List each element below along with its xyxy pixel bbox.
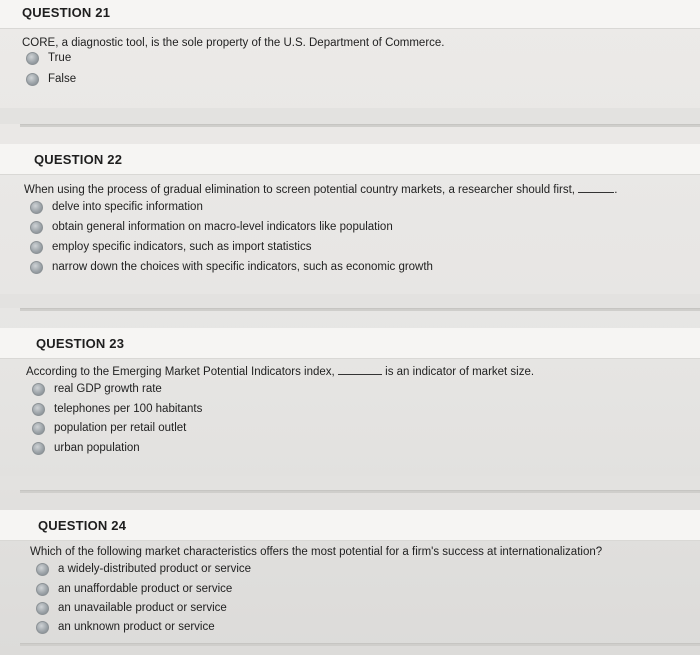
option-label: an unavailable product or service bbox=[58, 602, 227, 614]
radio-button[interactable] bbox=[36, 583, 49, 596]
question-22-option-3[interactable] bbox=[30, 238, 311, 256]
question-22-option-2[interactable] bbox=[30, 218, 393, 236]
question-23-option-4[interactable] bbox=[32, 439, 140, 457]
question-23-option-3[interactable] bbox=[32, 419, 186, 437]
option-label: True bbox=[48, 52, 72, 64]
radio-button[interactable] bbox=[26, 52, 39, 65]
option-label: urban population bbox=[54, 442, 140, 454]
spacer-band bbox=[0, 294, 700, 308]
question-21-title: QUESTION 21 bbox=[22, 5, 111, 20]
question-23-text-after: is an indicator of market size. bbox=[385, 366, 535, 378]
radio-button[interactable] bbox=[36, 602, 49, 615]
radio-button[interactable] bbox=[26, 73, 39, 86]
answer-blank bbox=[338, 373, 382, 375]
radio-button[interactable] bbox=[36, 563, 49, 576]
question-23-text bbox=[26, 366, 534, 378]
option-label: delve into specific information bbox=[52, 201, 203, 213]
question-23-option-1[interactable] bbox=[32, 380, 162, 398]
spacer-band bbox=[0, 476, 700, 490]
radio-button[interactable] bbox=[36, 621, 49, 634]
question-24-text: Which of the following market characteristics offers the most potential for a firm's success at internationalization? bbox=[30, 546, 603, 558]
radio-button[interactable] bbox=[32, 403, 45, 416]
question-24-option-1[interactable] bbox=[36, 560, 251, 578]
option-label: narrow down the choices with specific indicators, such as economic growth bbox=[52, 261, 433, 273]
spacer-band bbox=[0, 108, 700, 124]
option-label: an unaffordable product or service bbox=[58, 583, 233, 595]
question-22-text-before: When using the process of gradual elimination to screen potential country markets, a researcher should first, bbox=[24, 184, 576, 196]
question-23-option-2[interactable] bbox=[32, 400, 202, 418]
radio-button[interactable] bbox=[32, 383, 45, 396]
question-divider bbox=[20, 308, 700, 311]
question-divider bbox=[20, 490, 700, 493]
question-22-option-4[interactable] bbox=[30, 258, 433, 276]
question-24-option-2[interactable] bbox=[36, 580, 232, 598]
question-22-title: QUESTION 22 bbox=[34, 152, 123, 167]
question-22-text-after: . bbox=[614, 184, 618, 196]
question-23-title: QUESTION 23 bbox=[36, 336, 125, 351]
option-label: an unknown product or service bbox=[58, 621, 215, 633]
question-21-text: CORE, a diagnostic tool, is the sole property of the U.S. Department of Commerce. bbox=[22, 37, 445, 49]
option-label: obtain general information on macro-level indicators like population bbox=[52, 221, 393, 233]
option-label: population per retail outlet bbox=[54, 422, 187, 434]
question-22-text bbox=[24, 184, 617, 196]
radio-button[interactable] bbox=[30, 261, 43, 274]
question-23-text-before: According to the Emerging Market Potential Indicators index, bbox=[26, 366, 335, 378]
option-label: telephones per 100 habitants bbox=[54, 403, 203, 415]
option-label: employ specific indicators, such as import statistics bbox=[52, 241, 312, 253]
question-divider bbox=[20, 124, 700, 127]
question-22-option-1[interactable] bbox=[30, 198, 203, 216]
question-24-option-3[interactable] bbox=[36, 599, 227, 617]
radio-button[interactable] bbox=[32, 422, 45, 435]
question-divider bbox=[20, 643, 700, 646]
option-label: a widely-distributed product or service bbox=[58, 563, 252, 575]
option-label: False bbox=[48, 73, 77, 85]
question-24-title: QUESTION 24 bbox=[38, 518, 127, 533]
radio-button[interactable] bbox=[32, 442, 45, 455]
option-label: real GDP growth rate bbox=[54, 383, 162, 395]
radio-button[interactable] bbox=[30, 201, 43, 214]
answer-blank bbox=[578, 191, 614, 193]
question-24-option-4[interactable] bbox=[36, 618, 215, 636]
radio-button[interactable] bbox=[30, 221, 43, 234]
question-21-option-true[interactable] bbox=[26, 49, 71, 67]
radio-button[interactable] bbox=[30, 241, 43, 254]
question-21-option-false[interactable] bbox=[26, 70, 76, 88]
